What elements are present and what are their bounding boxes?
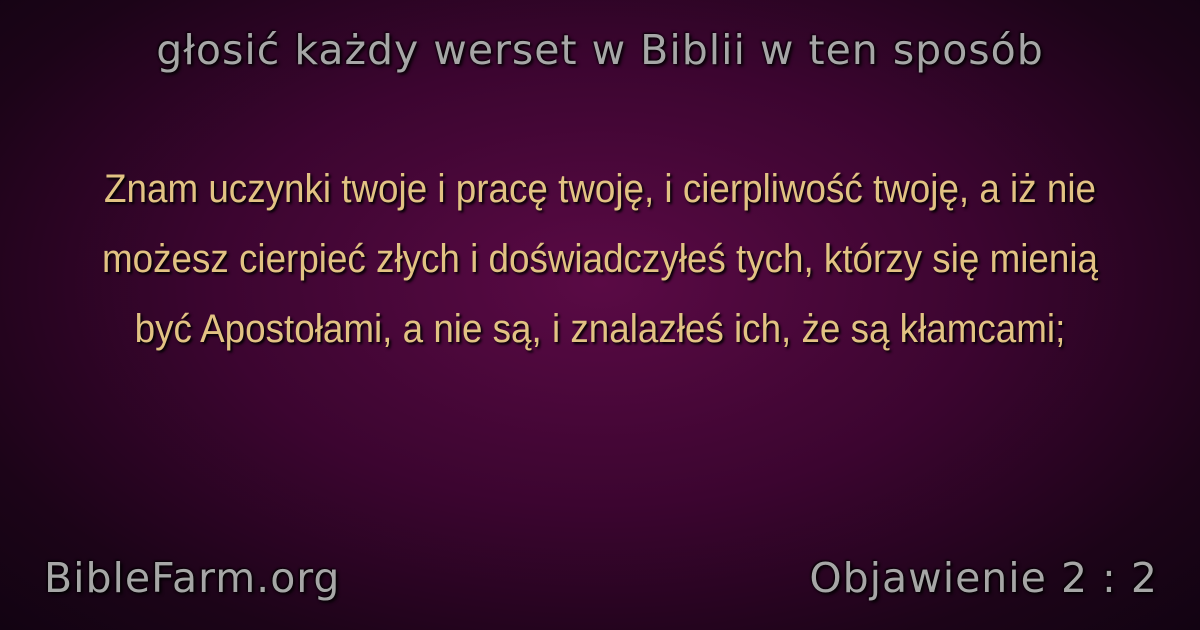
site-name: BibleFarm.org (44, 554, 341, 602)
verse-reference: Objawienie 2 : 2 (809, 554, 1158, 602)
verse-text: Znam uczynki twoje i pracę twoję, i cierpliwość twoję, a iż nie możesz cierpieć złych i doświadczyłeś tych, którzy się mienią być Apostołami, a nie są, i znalazłeś ich, że są kłamcami; (102, 167, 1098, 351)
header-title: głosić każdy werset w Biblii w ten sposób (156, 26, 1044, 74)
